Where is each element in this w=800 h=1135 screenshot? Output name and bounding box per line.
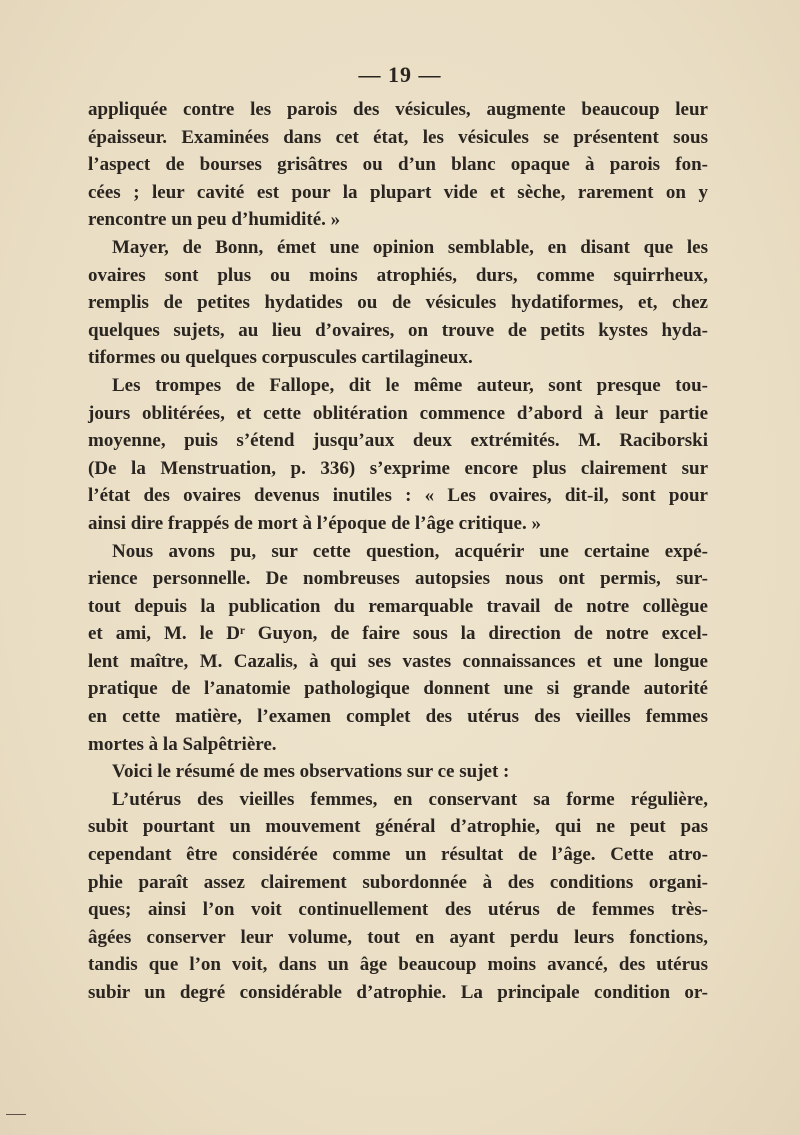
text-line: cependant être considérée comme un résultat de l’âge. Cette atro- [88, 844, 708, 866]
text-line: rience personnelle. De nombreuses autopsies nous ont permis, sur- [88, 568, 708, 590]
text-line: subir un degré considérable d’atrophie. La principale condition or- [88, 982, 708, 1003]
text-line: moyenne, puis s’étend jusqu’aux deux extrémités. M. Raciborski [88, 430, 708, 452]
text-line: phie paraît assez clairement subordonnée à des conditions organi- [88, 871, 708, 893]
text-line: Les trompes de Fallope, dit le même auteur, sont presque tou- [112, 374, 708, 396]
text-line: (De la Menstruation, p. 336) s’exprime encore plus clairement sur [88, 457, 708, 479]
text-line: ovaires sont plus ou moins atrophiés, durs, comme squirrheux, [88, 264, 708, 286]
text-line: ainsi dire frappés de mort à l’époque de l’âge critique. » [88, 512, 541, 534]
text-line: cées ; leur cavité est pour la plupart vide et sèche, rarement on y [88, 181, 708, 203]
text-line: tout depuis la publication du remarquable travail de notre collègue [88, 595, 708, 617]
text-line: épaisseur. Examinées dans cet état, les vésicules se présentent sous [88, 126, 708, 148]
text-line: âgées conserver leur volume, tout en ayant perdu leurs fonctions, [88, 926, 708, 948]
text-line: tandis que l’on voit, dans un âge beaucoup moins avancé, des utérus [88, 954, 708, 976]
text-line: subit pourtant un mouvement général d’atrophie, qui ne peut pas [88, 816, 708, 838]
text-line: pratique de l’anatomie pathologique donnent une si grande autorité [88, 678, 708, 700]
text-line: jours oblitérées, et cette oblitération commence d’abord à leur partie [88, 402, 708, 424]
edge-mark [6, 1114, 26, 1115]
text-line: mortes à la Salpêtrière. [88, 733, 277, 755]
page-number: — 19 — [358, 62, 442, 87]
text-line: lent maître, M. Cazalis, à qui ses vastes connaissances et une longue [88, 650, 708, 672]
text-line: ques; ainsi l’on voit continuellement des utérus de femmes très- [88, 899, 708, 921]
text-line: Voici le résumé de mes observations sur ce sujet : [112, 761, 510, 783]
text-line: L’utérus des vieilles femmes, en conservant sa forme régulière, [112, 788, 708, 810]
text-line: remplis de petites hydatides ou de vésicules hydatiformes, et, chez [88, 292, 708, 314]
text-line: Nous avons pu, sur cette question, acquérir une certaine expé- [112, 540, 708, 562]
text-line: et ami, M. le Dʳ Guyon, de faire sous la direction de notre excel- [88, 623, 708, 645]
text-line: Mayer, de Bonn, émet une opinion semblable, en disant que les [112, 236, 708, 258]
text-line: appliquée contre les parois des vésicules, augmente beaucoup leur [88, 99, 708, 120]
text-line: tiformes ou quelques corpuscules cartilagineux. [88, 347, 473, 369]
text-line: quelques sujets, au lieu d’ovaires, on trouve de petits kystes hyda- [88, 319, 708, 341]
page-edge [0, 0, 30, 1135]
text-line: rencontre un peu d’humidité. » [88, 209, 341, 231]
text-line: l’aspect de bourses grisâtres ou d’un blanc opaque à parois fon- [88, 154, 708, 176]
text-line: en cette matière, l’examen complet des utérus des vieilles femmes [88, 706, 708, 728]
text-line: l’état des ovaires devenus inutiles : « Les ovaires, dit-il, sont pour [88, 485, 708, 507]
body-text [88, 96, 708, 1007]
